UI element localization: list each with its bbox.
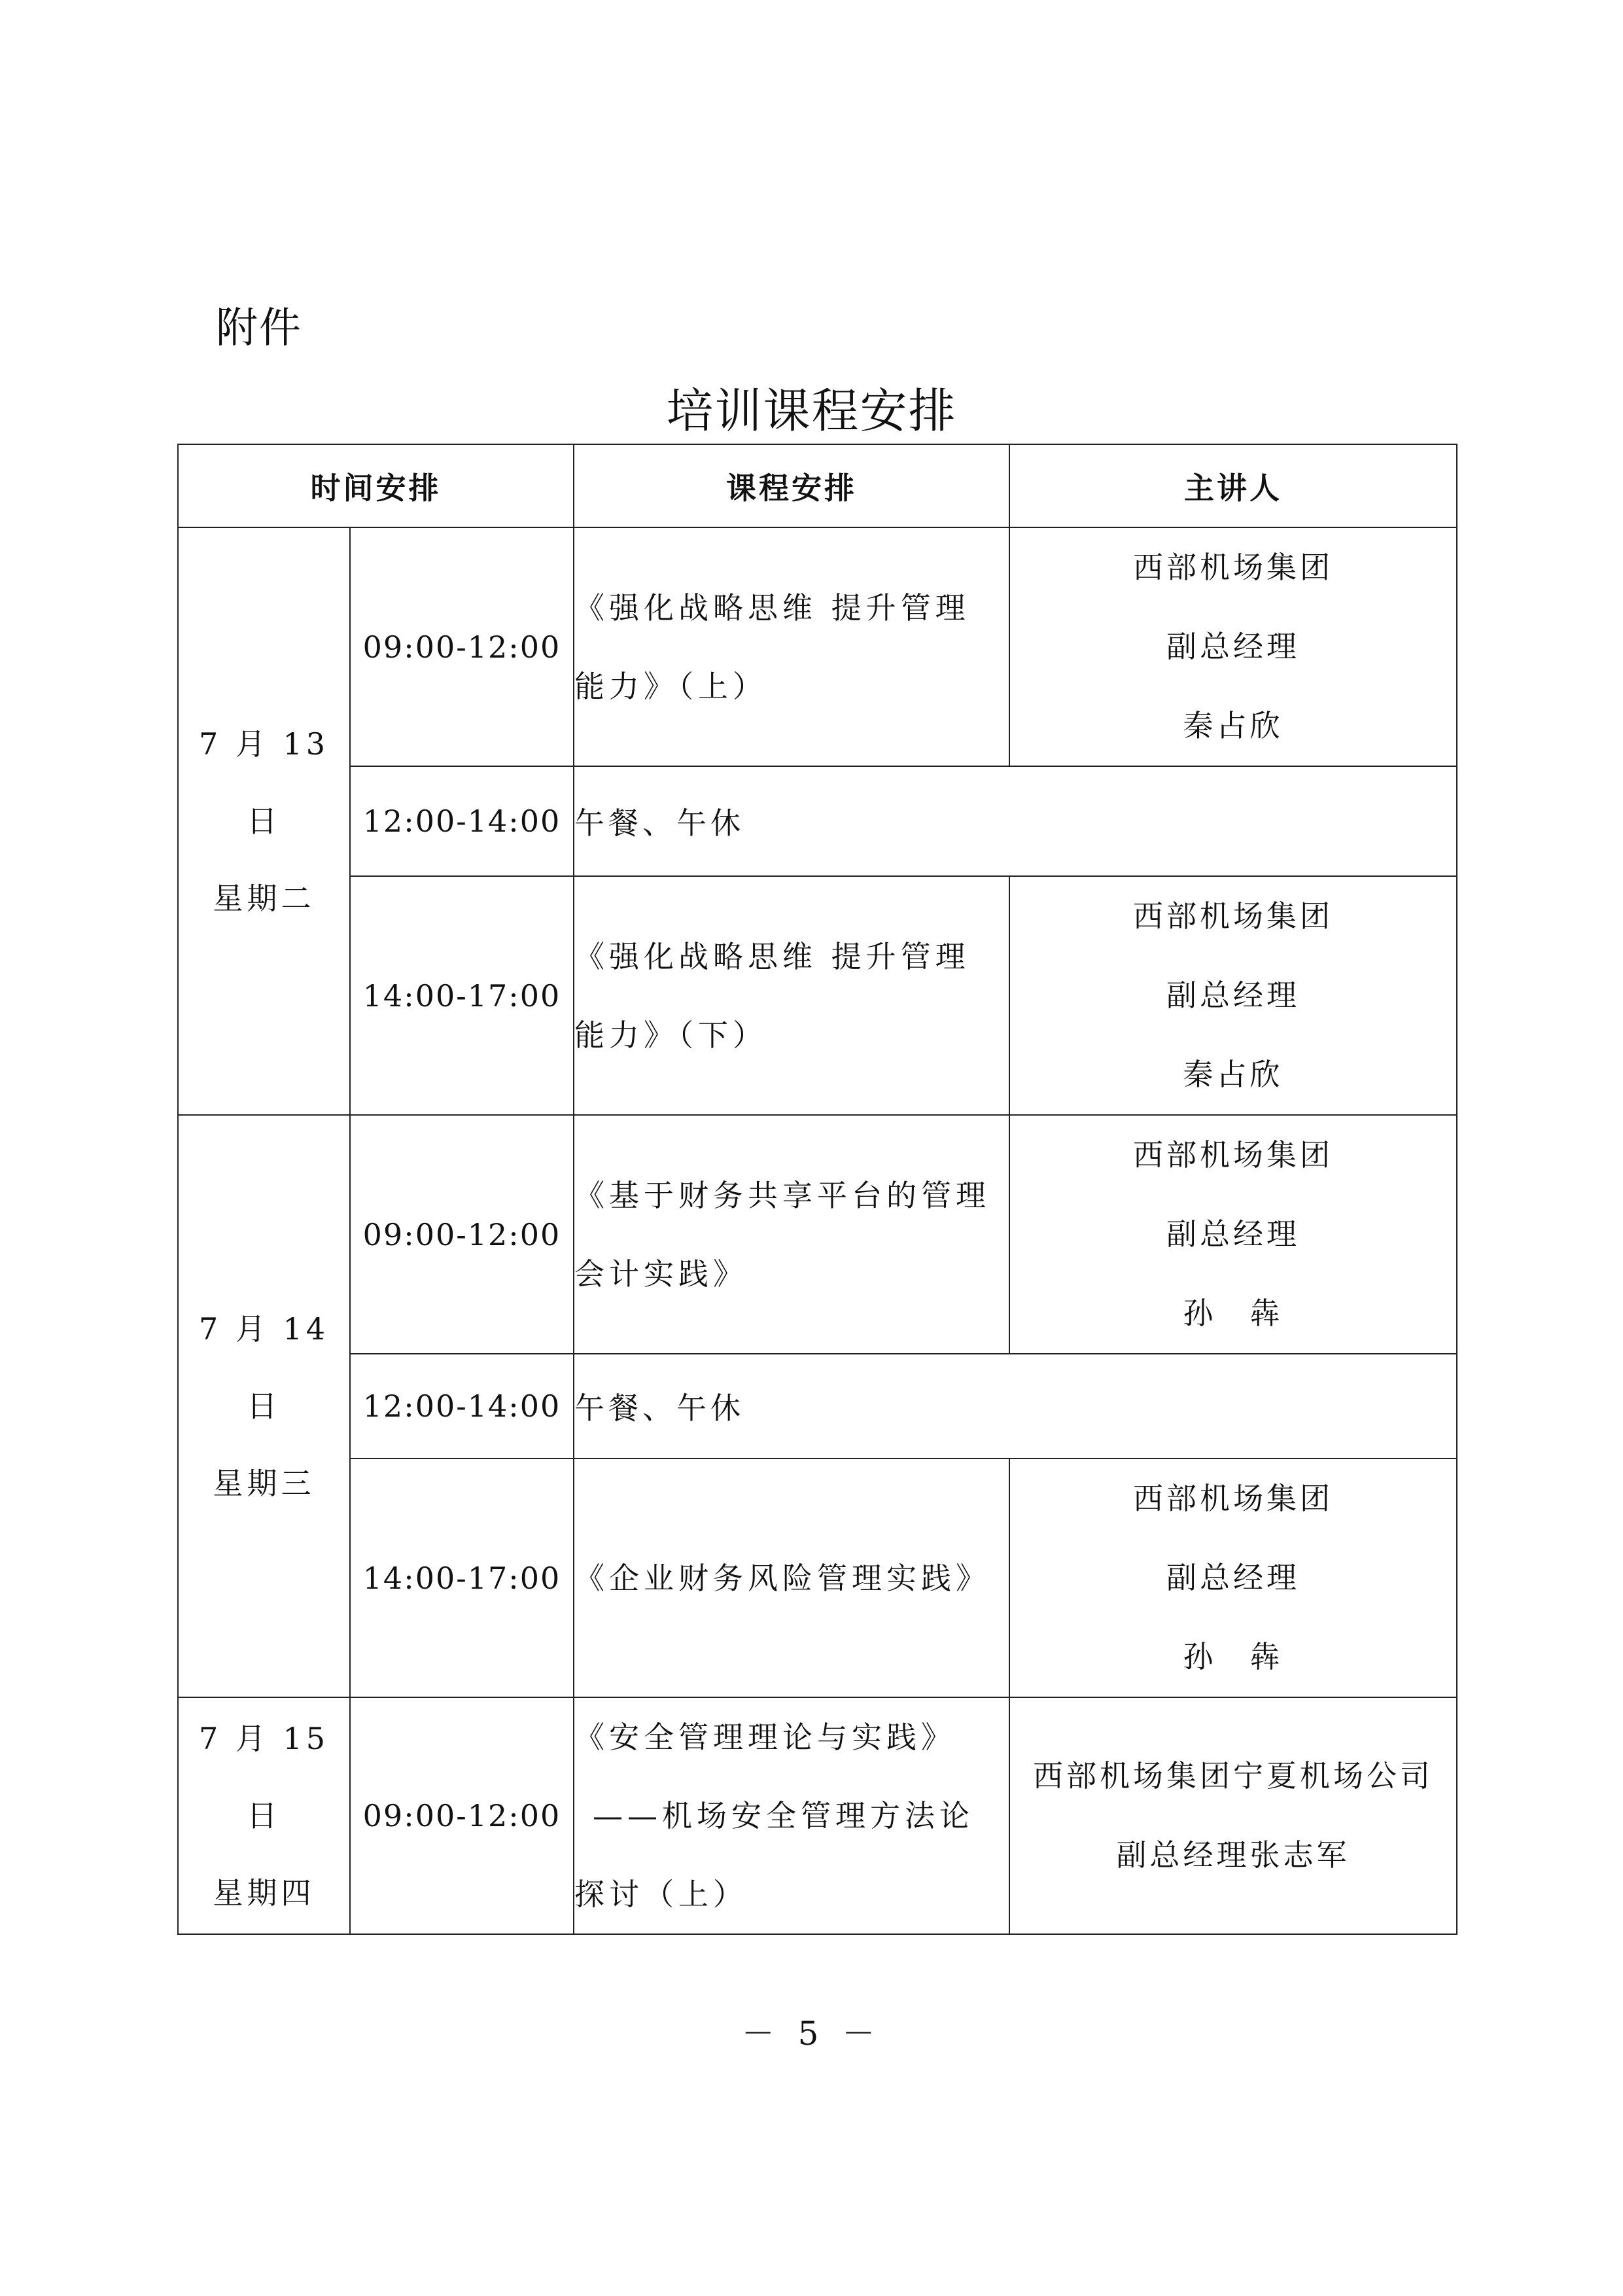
speaker-title: 副总经理 <box>1166 978 1300 1013</box>
speaker-title: 副总经理 <box>1166 1216 1300 1252</box>
time-cell: 14:00-17:00 <box>350 876 574 1115</box>
weekday-text: 星期四 <box>213 1875 315 1911</box>
speaker-title: 副总经理 <box>1166 629 1300 664</box>
table-row <box>178 527 1457 766</box>
speaker-name: 秦占欣 <box>1183 708 1283 743</box>
date-cell <box>178 527 350 1115</box>
weekday-text: 星期三 <box>213 1466 315 1501</box>
course-line: 探讨（上） <box>574 1877 748 1912</box>
time-cell: 09:00-12:00 <box>350 1697 574 1934</box>
speaker-name: 秦占欣 <box>1183 1057 1283 1092</box>
course-line: 《基于财务共享平台的管理 <box>574 1177 990 1213</box>
course-cell <box>574 1458 1009 1697</box>
header-speaker: 主讲人 <box>1009 444 1457 527</box>
course-line: 能力》（上） <box>574 668 767 704</box>
course-subtitle-line: ——机场安全管理方法论 <box>593 1798 974 1833</box>
table-row <box>178 1458 1457 1697</box>
speaker-org: 西部机场集团 <box>1133 1481 1333 1516</box>
table-row <box>178 1115 1457 1354</box>
attachment-label: 附件 <box>216 304 302 353</box>
time-cell: 09:00-12:00 <box>350 1115 574 1354</box>
date-text: 7 月 13 日 <box>198 726 330 839</box>
course-line: 《强化战略思维 提升管理 <box>574 590 970 626</box>
date-cell <box>178 1697 350 1934</box>
date-text: 7 月 14 日 <box>198 1311 330 1424</box>
time-cell: 12:00-14:00 <box>350 766 574 876</box>
speaker-org: 西部机场集团 <box>1133 550 1333 585</box>
speaker-cell <box>1009 876 1457 1115</box>
speaker-title: 副总经理 <box>1166 1560 1300 1595</box>
header-course: 课程安排 <box>574 444 1009 527</box>
time-cell: 14:00-17:00 <box>350 1458 574 1697</box>
speaker-cell <box>1009 1697 1457 1934</box>
training-schedule-table <box>177 444 1457 1935</box>
speaker-name: 孙 犇 <box>1183 1296 1283 1331</box>
course-cell <box>574 1115 1009 1354</box>
course-line: 《企业财务风险管理实践》 <box>574 1560 990 1596</box>
speaker-org: 西部机场集团 <box>1133 1137 1333 1173</box>
course-line: 能力》（下） <box>574 1017 767 1053</box>
course-line: 《安全管理理论与实践》 <box>574 1720 956 1755</box>
table-row <box>178 766 1457 876</box>
time-cell: 09:00-12:00 <box>350 527 574 766</box>
speaker-cell <box>1009 1458 1457 1697</box>
table-row <box>178 1354 1457 1458</box>
course-cell <box>574 527 1009 766</box>
course-cell <box>574 1697 1009 1934</box>
table-row <box>178 876 1457 1115</box>
course-cell <box>574 876 1009 1115</box>
speaker-cell <box>1009 1115 1457 1354</box>
table-row <box>178 1697 1457 1934</box>
course-line: 会计实践》 <box>574 1256 748 1292</box>
table-header-row <box>178 444 1457 527</box>
lunch-cell: 午餐、午休 <box>574 1354 1457 1458</box>
document-title: 培训课程安排 <box>666 383 957 438</box>
speaker-org: 西部机场集团 <box>1133 898 1333 934</box>
course-line: 《强化战略思维 提升管理 <box>574 938 970 974</box>
page-number: － 5 － <box>741 2015 882 2053</box>
weekday-text: 星期二 <box>213 881 315 916</box>
speaker-title-name: 副总经理张志军 <box>1116 1837 1350 1873</box>
date-text: 7 月 15 日 <box>198 1721 330 1833</box>
speaker-name: 孙 犇 <box>1183 1639 1283 1674</box>
date-cell <box>178 1115 350 1697</box>
time-cell: 12:00-14:00 <box>350 1354 574 1458</box>
lunch-cell: 午餐、午休 <box>574 766 1457 876</box>
speaker-org: 西部机场集团宁夏机场公司 <box>1033 1758 1433 1793</box>
speaker-cell <box>1009 527 1457 766</box>
header-time: 时间安排 <box>178 444 574 527</box>
